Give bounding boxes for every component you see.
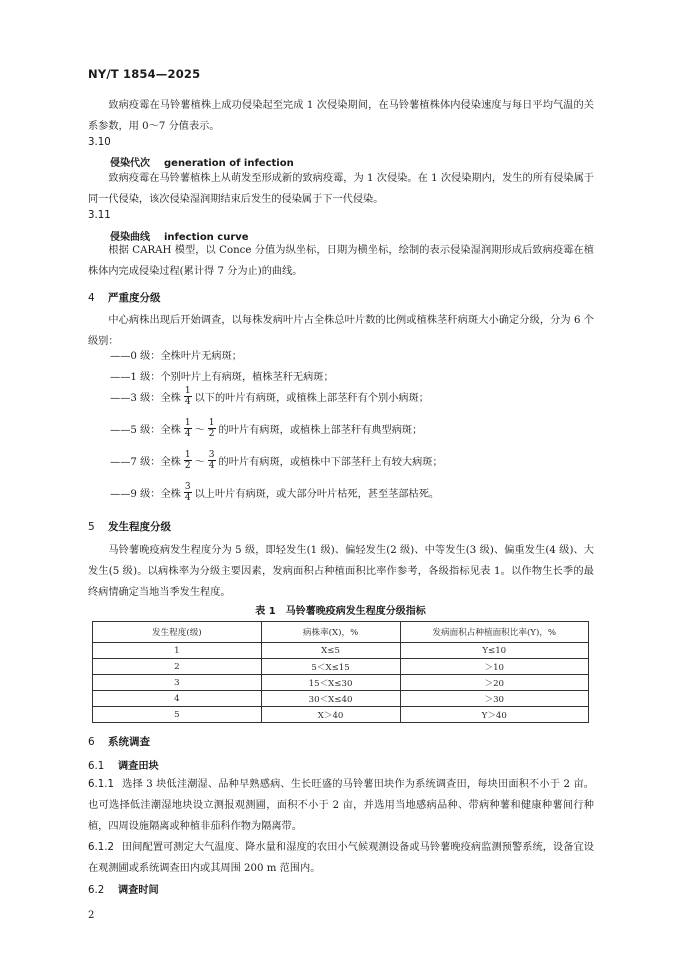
table-cell: X＞40 [261, 707, 400, 723]
table-cell: 4 [93, 691, 262, 707]
table-row [93, 707, 589, 723]
grade-7-prefix: ——7 级：全株 [110, 457, 181, 468]
section-5-text: 马铃薯晚疫病发生程度分为 5 级，即轻发生(1 级)、偏轻发生(2 级)、中等发生(3 级)、偏重发生(4 级)、大发生(5 级)。以病株率为分级主要因素，发病面积占种植面积比率作参考，各级指标见表 1。以作物生长季的最终病情确定当地当季发生程度。 [88, 545, 594, 598]
grade-3-fraction [184, 386, 192, 407]
severity-table [92, 621, 589, 723]
grade-5-fraction-high [208, 418, 216, 439]
grade-9-suffix: 以上叶片有病斑，或大部分叶片枯死，甚至茎部枯死。 [194, 489, 440, 500]
table-cell: 1 [93, 643, 262, 659]
clause-6-1-2-text: 田间配置可测定大气温度、降水量和湿度的农田小气候观测设备或马铃薯晚疫病监测预警系统，设备宜设在观测圃或系统调查田内或其周围 200 m 范围内。 [88, 842, 594, 874]
clause-6-1-heading [88, 757, 159, 772]
table-row [93, 659, 589, 675]
fraction-numerator: 1 [184, 386, 191, 396]
table-cell: X≤5 [261, 643, 400, 659]
range-tilde: ～ [194, 425, 205, 436]
grade-3-suffix: 以下的叶片有病斑，或植株上部茎秆有个别小病斑； [194, 393, 429, 404]
clause-6-1-number: 6.1 [88, 761, 105, 772]
grade-7-fraction-high [208, 450, 216, 471]
table-header-row [93, 622, 589, 643]
table-cell: ＞10 [400, 659, 589, 675]
table-cell: ＞30 [400, 691, 589, 707]
clause-6-1-1-number: 6.1.1 [88, 779, 114, 790]
term-3-10-en: generation of infection [164, 158, 294, 169]
grade-9-fraction [184, 482, 192, 503]
fraction-numerator: 1 [184, 450, 191, 460]
column-header: 发病面积占种植面积比率(Y)，% [400, 622, 589, 643]
clause-3-10-number: 3.10 [88, 137, 111, 148]
section-5-title: 发生程度分级 [108, 521, 171, 533]
grade-7-fraction-low [184, 450, 192, 471]
term-3-11-en: infection curve [164, 232, 249, 243]
table-cell: 2 [93, 659, 262, 675]
term-3-10-title [110, 154, 294, 169]
fraction-numerator: 1 [208, 418, 215, 428]
table-cell: 15＜X≤30 [261, 675, 400, 691]
clause-6-2-title: 调查时间 [118, 885, 159, 896]
fraction-denominator: 4 [208, 461, 215, 471]
range-tilde: ～ [194, 457, 205, 468]
section-6-heading [88, 734, 150, 749]
clause-6-1-1 [88, 774, 594, 837]
grade-1: ——1 级：个别叶片上有病斑，植株茎秆无病斑； [110, 372, 334, 383]
grade-5 [110, 418, 422, 439]
clause-6-1-2-number: 6.1.2 [88, 842, 114, 853]
fraction-numerator: 3 [208, 450, 215, 460]
section-6-number: 6 [88, 736, 95, 748]
fraction-numerator: 3 [184, 482, 191, 492]
section-5-heading [88, 519, 171, 534]
clause-6-2-number: 6.2 [88, 885, 105, 896]
column-header: 发生程度(级) [93, 622, 262, 643]
grade-9 [110, 482, 439, 503]
clause-6-1-2 [88, 837, 594, 879]
table-1-caption [0, 602, 681, 617]
grade-5-fraction-low [184, 418, 192, 439]
fraction-numerator: 1 [184, 418, 191, 428]
page-number: 2 [88, 910, 95, 921]
table-row [93, 691, 589, 707]
section-6-title: 系统调查 [108, 736, 150, 748]
table-row [93, 643, 589, 659]
column-header: 病株率(X)，% [261, 622, 400, 643]
clause-6-1-title: 调查田块 [118, 761, 159, 772]
grade-0: ——0 级：全株叶片无病斑； [110, 351, 242, 362]
table-cell: Y≤10 [400, 643, 589, 659]
fraction-denominator: 4 [184, 397, 191, 407]
clause-6-1-1-text: 选择 3 块低洼潮湿、品种早熟感病、生长旺盛的马铃薯田块作为系统调查田，每块田面积不小于 2 亩。也可选择低洼潮湿地块设立测报观测圃，面积不小于 2 亩，并选用当地感病品种、带病种薯和健康种薯间行种植，四周设施隔离或种植非茄科作物为隔离带。 [88, 779, 594, 832]
clause-3-11-number: 3.11 [88, 210, 111, 221]
term-3-10-cn: 侵染代次 [110, 158, 150, 169]
term-3-11-definition: 根据 CARAH 模型，以 Conce 分值为纵坐标，日期为横坐标，绘制的表示侵染湿润期形成后致病疫霉在植株体内完成侵染过程(累计得 7 分为止)的曲线。 [88, 245, 594, 277]
paragraph-3-9-continuation: 致病疫霉在马铃薯植株上成功侵染起至完成 1 次侵染期间，在马铃薯植株体内侵染速度与每日平均气温的关系参数，用 0～7 分值表示。 [88, 100, 594, 132]
fraction-denominator: 2 [208, 429, 215, 439]
grade-7 [110, 450, 443, 471]
grade-9-prefix: ——9 级：全株 [110, 489, 181, 500]
term-3-10-definition: 致病疫霉在马铃薯植株上从萌发至形成新的致病疫霉，为 1 次侵染。在 1 次侵染期内，发生的所有侵染属于同一代侵染，该次侵染湿润期结束后发生的侵染属于下一代侵染。 [88, 173, 594, 205]
table-cell: ＞20 [400, 675, 589, 691]
table-cell: Y＞40 [400, 707, 589, 723]
grade-7-suffix: 的叶片有病斑，或植株中下部茎秆上有较大病斑； [218, 457, 443, 468]
table-1-title: 马铃薯晚疫病发生程度分级指标 [285, 606, 426, 617]
grade-5-suffix: 的叶片有病斑，或植株上部茎秆有典型病斑； [218, 425, 423, 436]
standard-number: NY/T 1854—2025 [88, 67, 201, 81]
section-5-number: 5 [88, 521, 95, 533]
fraction-denominator: 2 [184, 461, 191, 471]
table-row [93, 675, 589, 691]
grade-3-prefix: ——3 级：全株 [110, 393, 181, 404]
grade-3 [110, 386, 429, 407]
section-4-heading [88, 290, 161, 305]
clause-6-2-heading [88, 881, 159, 896]
table-cell: 30＜X≤40 [261, 691, 400, 707]
table-cell: 3 [93, 675, 262, 691]
table-cell: 5 [93, 707, 262, 723]
fraction-denominator: 4 [184, 429, 191, 439]
term-3-11-cn: 侵染曲线 [110, 232, 150, 243]
table-1-number: 表 1 [255, 606, 276, 617]
fraction-denominator: 4 [184, 493, 191, 503]
grade-5-prefix: ——5 级：全株 [110, 425, 181, 436]
section-4-number: 4 [88, 292, 95, 304]
section-4-title: 严重度分级 [108, 292, 161, 304]
section-4-intro: 中心病株出现后开始调查，以每株发病叶片占全株总叶片数的比例或植株茎秆病斑大小确定分级，分为 6 个级别： [88, 315, 594, 347]
table-cell: 5＜X≤15 [261, 659, 400, 675]
